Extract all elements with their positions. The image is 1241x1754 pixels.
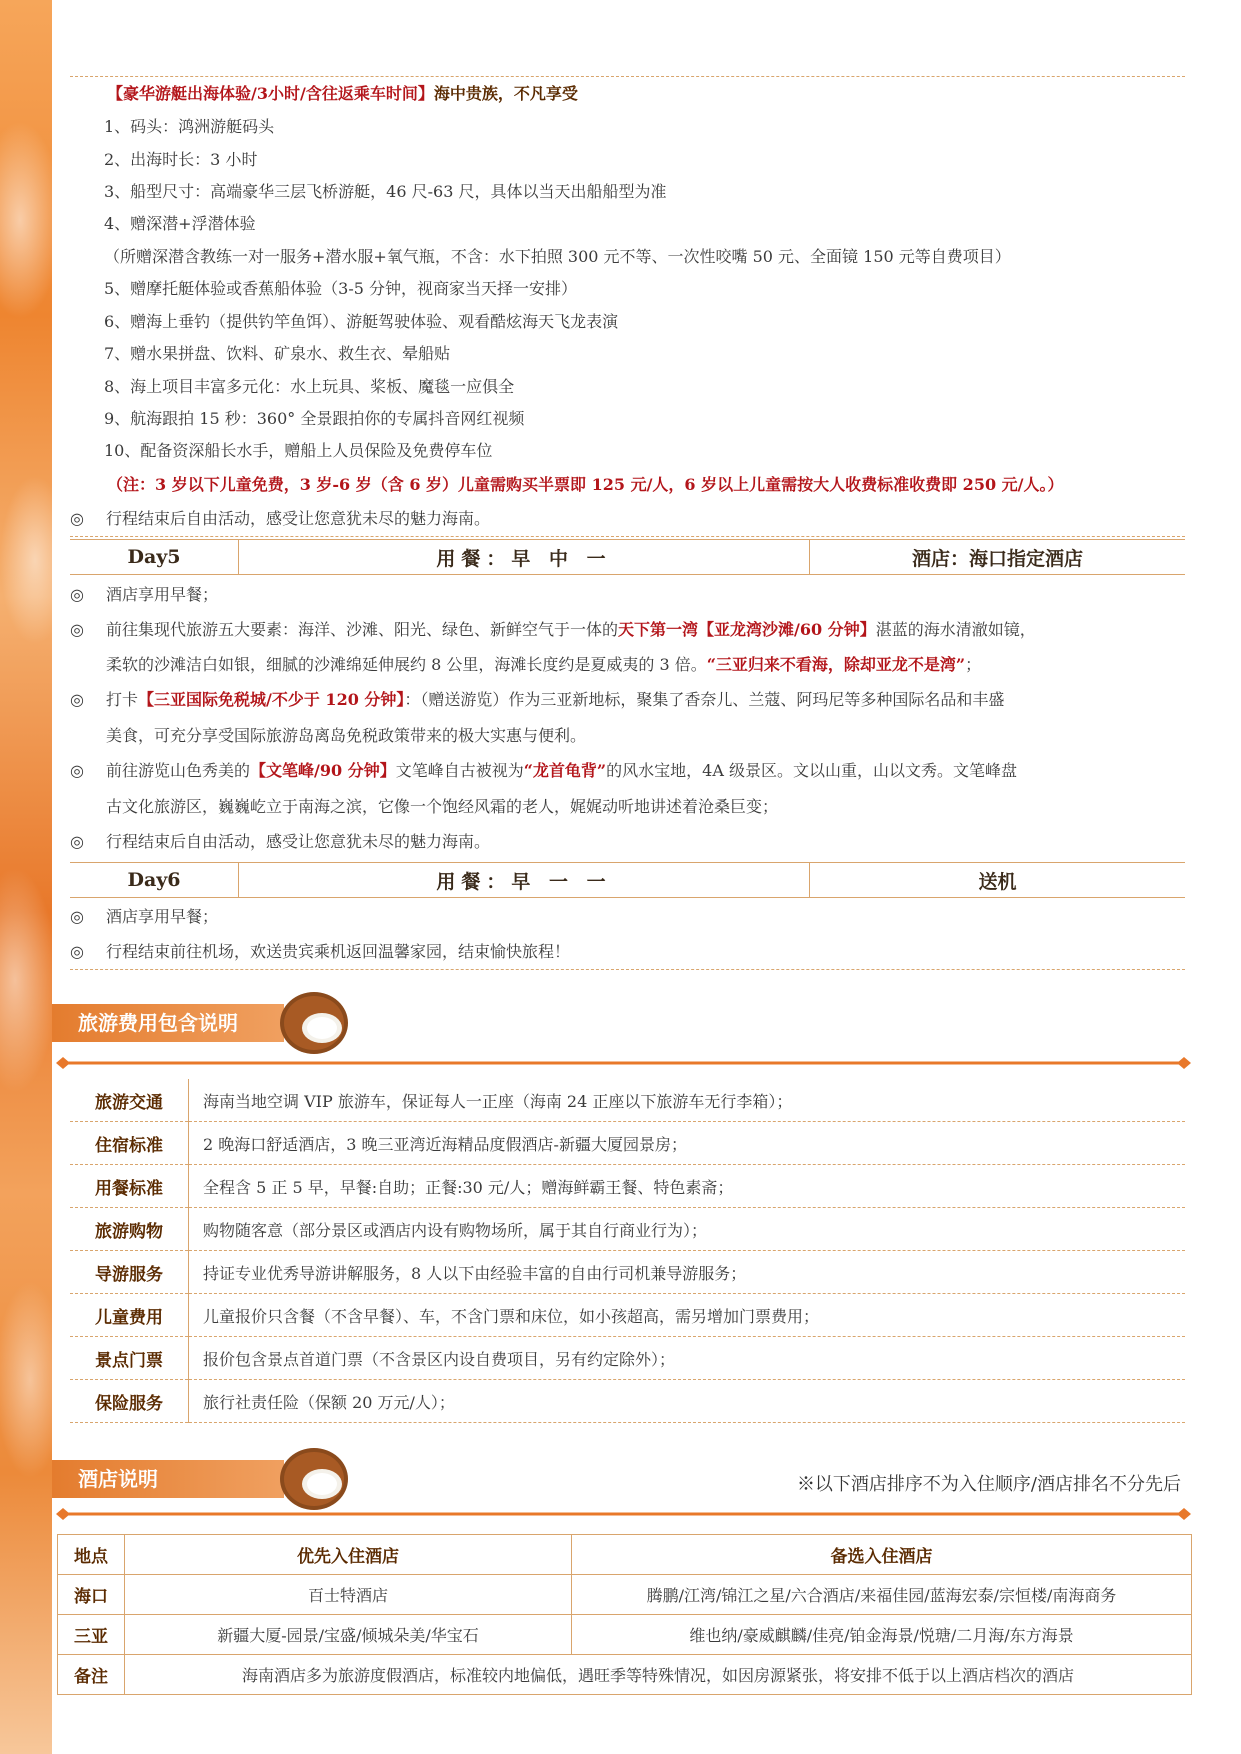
table-row: 备注 海南酒店多为旅游度假酒店，标准较内地偏低，遇旺季等特殊情况，如因房源紧张，将安排不低于以上酒店档次的酒店	[58, 1655, 1192, 1695]
bullet-line: ◎ 行程结束前往机场，欢送贵宾乘机返回温馨家园，结束愉快旅程！	[70, 934, 1185, 970]
yacht-heading: 【豪华游艇出海体验/3小时/含往返乘车时间】海中贵族，不凡享受	[107, 84, 578, 103]
decorative-side-strip	[0, 0, 52, 1754]
table-row: 保险服务 旅行社责任险（保额 20 万元/人）；	[70, 1380, 1185, 1423]
yacht-item: 7、赠水果拼盘、饮料、矿泉水、救生衣、晕船贴	[104, 344, 451, 363]
bullet-mark-icon: ◎	[70, 907, 84, 926]
section-title: 旅游费用包含说明	[52, 1004, 284, 1042]
bullet-mark-icon: ◎	[70, 620, 84, 639]
table-row: 旅游购物 购物随客意（部分景区或酒店内设有购物场所，属于其自行商业行为）；	[70, 1208, 1185, 1251]
yacht-item: 9、航海跟拍 15 秒：360° 全景跟拍你的专属抖音网红视频	[104, 409, 525, 428]
coconut-icon	[278, 990, 352, 1056]
yacht-item: 1、码头：鸿洲游艇码头	[104, 117, 275, 136]
day6-header-row	[70, 862, 1185, 898]
hotel-info: 送机	[978, 870, 1017, 893]
decorative-divider	[56, 1508, 1191, 1520]
table-row: 三亚 新疆大厦-园景/宝盛/倾城朵美/华宝石 维也纳/豪威麒麟/佳亮/铂金海景/悦瑭/二月海/东方海景	[58, 1615, 1192, 1655]
bullet-mark-icon: ◎	[70, 585, 84, 604]
yacht-item: 10、配备资深船长水手，赠船上人员保险及免费停车位	[104, 441, 493, 460]
yacht-item: 4、赠深潜+浮潜体验	[104, 214, 256, 233]
bullet-mark-icon: ◎	[70, 832, 84, 851]
table-row: 海口 百士特酒店 腾鹏/江湾/锦江之星/六合酒店/来福佳园/蓝海宏泰/宗恒楼/南海商务	[58, 1575, 1192, 1615]
bullet-mark-icon: ◎	[70, 761, 84, 780]
bullet-line-cont: 柔软的沙滩洁白如银，细腻的沙滩绵延伸展约 8 公里，海滩长度约是夏威夷的 3 倍。“三亚归来不看海，除却亚龙不是湾”；	[106, 655, 982, 674]
table-row: 旅游交通 海南当地空调 VIP 旅游车，保证每人一正座（海南 24 正座以下旅游车无行李箱）；	[70, 1079, 1185, 1122]
table-row: 导游服务 持证专业优秀导游讲解服务，8 人以下由经验丰富的自由行司机兼导游服务；	[70, 1251, 1185, 1294]
bullet-mark-icon: ◎	[70, 690, 84, 709]
yacht-item: 8、海上项目丰富多元化：水上玩具、桨板、魔毯一应俱全	[104, 377, 515, 396]
bullet-line: ◎ 行程结束后自由活动，感受让您意犹未尽的魅力海南。	[70, 824, 1185, 859]
bullet-line-cont: 美食，可充分享受国际旅游岛离岛免税政策带来的极大实惠与便利。	[106, 726, 587, 745]
decorative-divider	[56, 1057, 1191, 1069]
bullet-line: ◎ 行程结束后自由活动，感受让您意犹未尽的魅力海南。	[70, 501, 1185, 537]
yacht-item: 2、出海时长：3 小时	[104, 150, 258, 169]
meal-info: 用餐：早 中 一	[239, 540, 810, 574]
day5-header-row	[70, 539, 1185, 575]
bullet-mark-icon: ◎	[70, 509, 84, 528]
hotel-table	[57, 1534, 1192, 1695]
bullet-line: ◎ 前往集现代旅游五大要素：海洋、沙滩、阳光、绿色、新鲜空气于一体的天下第一湾【亚龙湾沙滩/60 分钟】湛蓝的海水清澈如镜，	[70, 612, 1185, 647]
bullet-line: ◎ 酒店享用早餐；	[70, 577, 1185, 612]
table-row: 景点门票 报价包含景点首道门票（不含景区内设自费项目，另有约定除外）；	[70, 1337, 1185, 1380]
hotel-order-note: ※以下酒店排序不为入住顺序/酒店排名不分先后	[796, 1474, 1181, 1495]
yacht-item: 5、赠摩托艇体验或香蕉船体验（3-5 分钟，视商家当天择一安排）	[104, 279, 578, 298]
bullet-line: ◎ 酒店享用早餐；	[70, 899, 1185, 934]
yacht-item: 3、船型尺寸：高端豪华三层飞桥游艇，46 尺-63 尺，具体以当天出船船型为准	[104, 182, 667, 201]
coconut-icon	[278, 1446, 352, 1512]
table-row: 住宿标准 2 晚海口舒适酒店，3 晚三亚湾近海精品度假酒店-新疆大厦园景房；	[70, 1122, 1185, 1165]
child-price-note: （注：3 岁以下儿童免费，3 岁-6 岁（含 6 岁）儿童需购买半票即 125 元/人，6 岁以上儿童需按大人收费标准收费即 250 元/人。）	[107, 475, 1064, 494]
bullet-line: ◎ 打卡【三亚国际免税城/不少于 120 分钟】：（赠送游览）作为三亚新地标，聚集了香奈儿、兰蔻、阿玛尼等多种国际名品和丰盛	[70, 682, 1185, 717]
table-row: 儿童费用 儿童报价只含餐（不含早餐）、车，不含门票和床位，如小孩超高，需另增加门票费用；	[70, 1294, 1185, 1337]
bullet-line-cont: 古文化旅游区，巍巍屹立于南海之滨，它像一个饱经风霜的老人，娓娓动听地讲述着沧桑巨变；	[106, 797, 779, 816]
yacht-item: 6、赠海上垂钓（提供钓竿鱼饵）、游艇驾驶体验、观看酷炫海天飞龙表演	[104, 312, 619, 331]
day-label: Day6	[70, 863, 239, 897]
day-label: Day5	[70, 540, 239, 574]
yacht-item: （所赠深潜含教练一对一服务+潜水服+氧气瓶，不含：水下拍照 300 元不等、一次性咬嘴 50 元、全面镜 150 元等自费项目）	[104, 247, 1011, 266]
meal-info: 用餐：早 一 一	[239, 863, 810, 897]
table-header-row: 地点 优先入住酒店 备选入住酒店	[58, 1535, 1192, 1575]
fee-table	[70, 1079, 1185, 1423]
section-title: 酒店说明	[52, 1460, 284, 1498]
hotel-info: 酒店：海口指定酒店	[911, 547, 1083, 570]
top-divider	[70, 76, 1185, 77]
bullet-line: ◎ 前往游览山色秀美的【文笔峰/90 分钟】文笔峰自古被视为“龙首龟背”的风水宝地，4A 级景区。文以山重，山以文秀。文笔峰盘	[70, 753, 1185, 788]
table-row: 用餐标准 全程含 5 正 5 早，早餐:自助；正餐:30 元/人；赠海鲜霸王餐、特色素斋；	[70, 1165, 1185, 1208]
bullet-mark-icon: ◎	[70, 942, 84, 961]
